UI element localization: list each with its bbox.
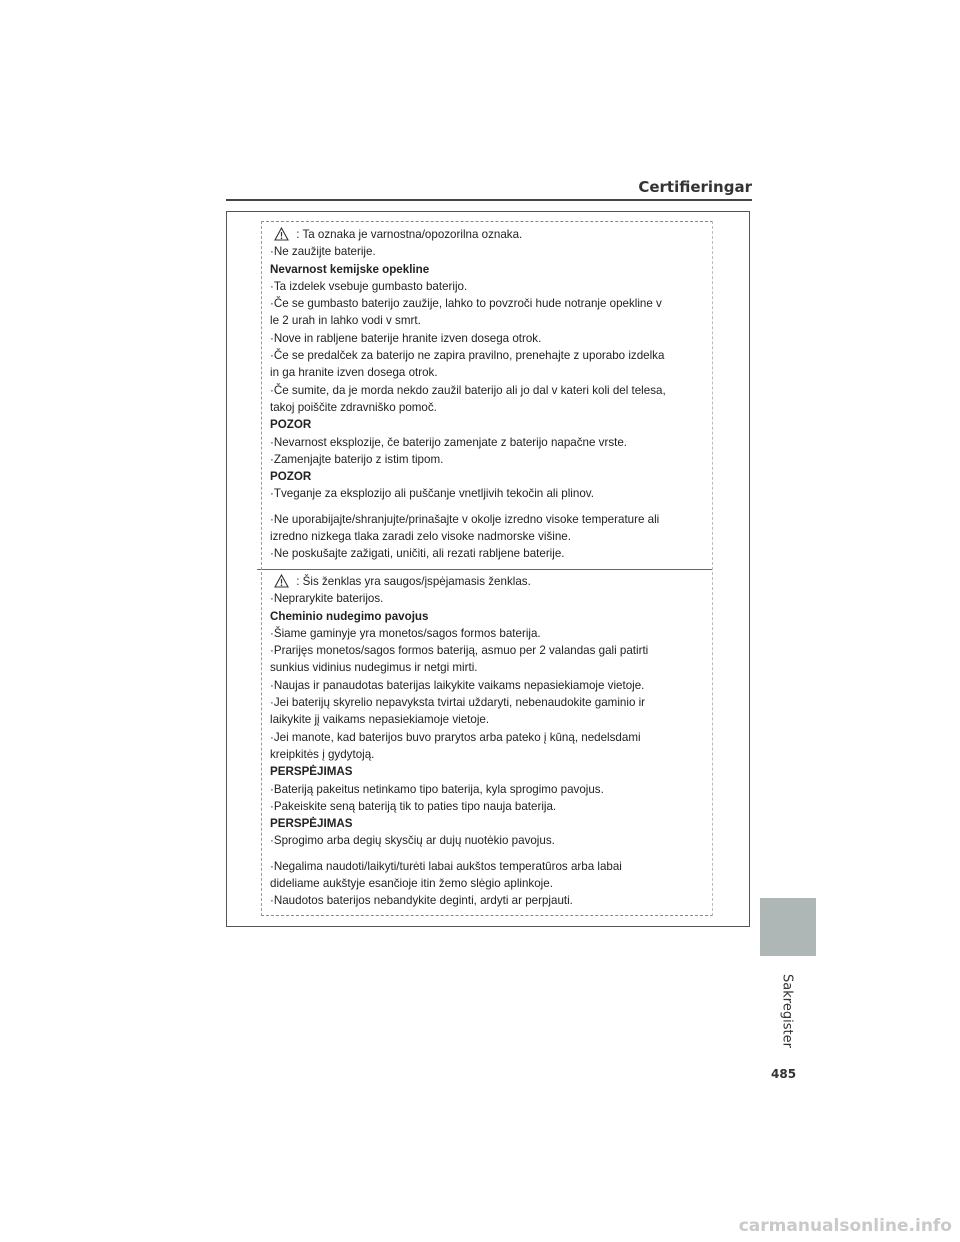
text-line: ·Bateriją pakeitus netinkamo tipo baterija, kyla sprogimo pavojus. [270,782,604,796]
text-line: ·Ne uporabijajte/shranjujte/prinašajte v okolje izredno visoke temperature ali [270,512,660,526]
chapter-label [774,966,800,1056]
page-number: 485 [771,1067,797,1081]
text-line: ·Naudotos baterijos nebandykite deginti, ardyti ar perpjauti. [270,894,573,908]
text-line: sunkius vidinius nudegimus ir netgi mirti. [270,661,478,675]
text-line: ·Jei manote, kad baterijos buvo prarytos arba pateko į kūną, nedelsdami [270,730,641,744]
text-line: ·Nevarnost eksplozije, če baterijo zamenjate z baterijo napačne vrste. [270,435,628,449]
chapter-label-text: Sakregister [779,974,795,1048]
slovenian-warning-block [270,226,699,563]
text-line: ·Neprarykite baterijos. [270,592,384,606]
text-line: ·Če sumite, da je morda nekdo zaužil baterijo ali jo dal v kateri koli del telesa, [270,383,666,397]
text-line: ·Jei baterijų skyrelio nepavyksta tvirtai uždaryti, nebenaudokite gaminio ir [270,696,646,710]
text-line: ·Pakeiskite seną bateriją tik to paties tipo nauja baterija. [270,799,557,813]
frame-right-line [712,221,713,916]
warning-symbol-text: : Ta oznaka je varnostna/opozorilna oznaka. [296,228,523,241]
lithuanian-warning-block [270,573,699,910]
warning-heading: PERSPĖJIMAS [270,765,353,779]
text-line: ·Šiame gaminyje yra monetos/sagos formos baterija. [270,626,541,640]
frame-top-line [261,221,713,222]
text-line: ·Tveganje za eksplozijo ali puščanje vnetljivih tekočin ali plinov. [270,487,594,501]
text-line: le 2 urah in lahko vodi v smrt. [270,314,421,328]
text-line: ·Naujas ir panaudotas baterijas laikykite vaikams nepasiekiamoje vietoje. [270,678,645,692]
warning-heading: POZOR [270,470,312,484]
section-title: Certifieringar [638,178,752,196]
warning-symbol-text: : Šis ženklas yra saugos/įspėjamasis ženklas. [296,575,531,588]
warning-symbol-line [270,226,699,243]
text-line: in ga hranite izven dosega otrok. [270,366,438,380]
text-line: laikykite jį vaikams nepasiekiamoje vietoje. [270,713,490,727]
warning-triangle-icon [274,227,289,241]
slovenian-lines [270,243,699,562]
text-line: kreipkitės į gydytoją. [270,747,375,761]
text-line: izredno nizkega tlaka zaradi zelo visoke nadmorske višine. [270,530,571,544]
text-line: ·Ne poskušajte zažigati, uničiti, ali rezati rabljene baterije. [270,547,565,561]
certification-document [261,221,713,916]
spacer [270,850,699,858]
warning-triangle-icon [274,574,289,588]
text-line: ·Prarijęs monetos/sagos formos bateriją, asmuo per 2 valandas gali patirti [270,644,649,658]
text-line: ·Ta izdelek vsebuje gumbasto baterijo. [270,279,468,293]
text-line: ·Če se predalček za baterijo ne zapira pravilno, prenehajte z uporabo izdelka [270,349,665,363]
frame-left-line [261,221,262,916]
spacer [270,503,699,511]
text-line: ·Nove in rabljene baterije hranite izven dosega otrok. [270,331,542,345]
warning-heading: Nevarnost kemijske opekline [270,262,430,276]
text-line: ·Če se gumbasto baterijo zaužije, lahko to povzroči hude notranje opekline v [270,297,662,311]
warning-heading: PERSPĖJIMAS [270,817,353,831]
text-line: ·Ne zaužijte baterije. [270,245,376,259]
warning-symbol-line [270,573,699,590]
chapter-tab [760,898,816,956]
warning-heading: POZOR [270,418,312,432]
text-line: dideliame aukštyje esančioje itin žemo slėgio aplinkoje. [270,877,553,891]
frame-bottom-line [261,915,713,916]
text-line: takoj poiščite zdravniško pomoč. [270,400,437,414]
text-line: ·Sprogimo arba degių skysčių ar dujų nuotėkio pavojus. [270,834,555,848]
warning-heading: Cheminio nudegimo pavojus [270,609,429,623]
title-rule [226,199,752,201]
lithuanian-lines [270,590,699,909]
watermark: carmanualsonline.info [738,1216,952,1236]
text-line: ·Zamenjajte baterijo z istim tipom. [270,452,444,466]
section-divider [257,569,713,570]
text-line: ·Negalima naudoti/laikyti/turėti labai aukštos temperatūros arba labai [270,859,622,873]
